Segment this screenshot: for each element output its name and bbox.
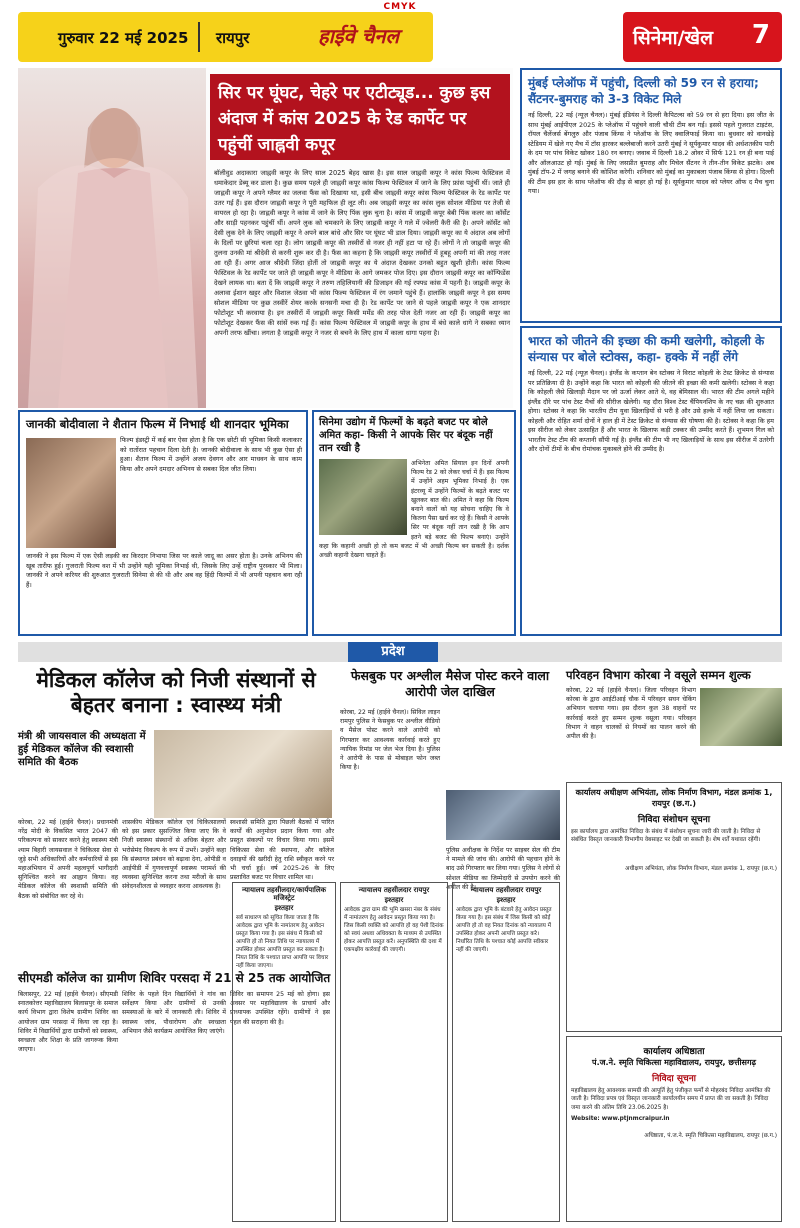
- sports-story-stokes-body: नई दिल्ली, 22 मई (न्यूज़ चैनल)। इंग्लैंड के कप्तान बेन स्टोक्स ने विराट कोहली के टेस्ट क्रिकेट से संन्यास पर प्रतिक्रिया दी है। उन्होंने कहा कि भारत को कोहली की जीतने की इच्छा की कमी खलेगी। स्टोक्स ने कहा कि कोहली जैसे खिलाड़ी मैदान पर जो ऊर्जा लेकर आते थे, वह बेमिसाल थी। भारत की टीम अगले महीने इंग्लैंड दौरे पर पांच टेस्ट मैचों की सीरीज खेलेगी। यह दौरा विश्व टेस्ट चैंपियनशिप के नए चक्र की शुरुआत होगा। स्टोक्स ने कहा कि भारतीय टीम युवा खिलाड़ियों से भरी है और उसे हल्के में नहीं लिया जा सकता। कोहली और रोहित शर्मा दोनों ने हाल ही में टेस्ट क्रिकेट से संन्यास की घोषणा की है। स्टोक्स ने कहा कि हम इस सीरीज को लेकर उत्साहित हैं और भारत के खिलाफ कड़ी टक्कर की उम्मीद करते हैं। शुभमन गिल को भारतीय टेस्ट टीम की कप्तानी सौंपी गई है। इंग्लैंड की टीम भी नए खिलाड़ियों के साथ इस सीरीज में उतरेगी और दोनों टीमों के बीच रोमांचक मुकाबले होने की उम्मीद है।: [528, 369, 774, 453]
- lead-story: [18, 68, 513, 408]
- lead-story-headline: सिर पर घूंघट, चेहरे पर एटीट्यूड... कुछ इस अंदाज में कांस 2025 के रेड कार्पेट पर पहुंचीं जाह्नवी कपूर: [210, 74, 510, 160]
- facebook-story-headline: फेसबुक पर अश्लील मैसेज पोस्ट करने वाला आरोपी जेल दाखिल: [350, 668, 550, 699]
- court-notice-2-title: न्यायालय तहसीलदार रायपुर: [358, 886, 430, 894]
- section-banner: [623, 12, 782, 62]
- camp-col1: बिलासपुर, 22 मई (हाईवे चैनल)। सीएमडी स्नातकोत्तर महाविद्यालय बिलासपुर के समाज कार्य विभाग द्वारा विशेष ग्रामीण शिविर का आयोजन ग्राम परसदा में किया जा रहा है। शिविर में विद्यार्थियों द्वारा ग्रामीणों को स्वास्थ्य, स्वच्छता और शिक्षा के प्रति जागरूक किया जाएगा।: [18, 991, 118, 1054]
- court-notice-1: [232, 882, 336, 1222]
- camp-col3: शिविर का समापन 25 मई को होगा। इस अवसर पर महाविद्यालय के प्राचार्य और प्राध्यापक उपस्थित रहेंगे। ग्रामीणों ने इस पहल की सराहना की है।: [230, 991, 330, 1026]
- transport-story-body: कोरबा, 22 मई (हाईवे चैनल)। जिला परिवहन विभाग कोरबा के द्वारा आईटीआई चौक में परिवहन सघन चेकिंग अभियान चलाया गया। इस दौरान कुल 38 वाहनों पर कार्रवाई करते हुए सम्मन शुल्क वसूला गया। परिवहन विभाग ने वाहन चालकों से नियमों का पालन करने की अपील की है।: [566, 687, 696, 741]
- amit-photo: [319, 459, 407, 535]
- pwd-notice-title: कार्यालय अधीक्षण अभियंता, लोक निर्माण विभाग, मंडल क्रमांक 1, रायपुर (छ.ग.): [575, 788, 773, 808]
- janki-photo: [26, 438, 116, 548]
- facebook-story-col1: कोरबा, 22 मई (हाईवे चैनल)। सिविल लाइन रामपुर पुलिस ने फेसबुक पर अश्लील वीडियो व मैसेज पोस्ट करने वाले आरोपी को गिरफ्तार कर आवश्यक कार्रवाई करते हुए न्यायिक रिमांड पर जेल भेज दिया है। पुलिस ने आरोपी के पास से मोबाइल फोन जब्त किया है।: [340, 709, 440, 772]
- lead-story-photo: [18, 68, 206, 408]
- court-notice-1-title: न्यायालय तहसीलदार/कार्यपालिक मजिस्ट्रेट: [242, 886, 326, 902]
- print-color-marks: CMYK: [383, 2, 417, 12]
- medical-college-col3: स्वशासी समिति द्वारा पिछली बैठकों में पारित कार्यों की अनुमोदन प्रदान किया गया और प्रस्तुत संकल्पों पर विचार किया गया। इसमें चिकित्सा सेवा की स्थापना, और कॉलेज दवाइयों की खरीदी हेतु राशि स्वीकृत करने पर भी चर्चा हुई। वर्ष 2025-26 के लिए प्रस्तावित बजट पर विचार शामिल था।: [230, 819, 334, 882]
- pradesh-section-bar: [18, 642, 782, 662]
- lead-story-body: बॉलीवुड अदाकारा जाह्नवी कपूर के लिए साल 2025 बेहद खास है। इस साल जाह्नवी कपूर ने कांस फिल्म फेस्टिवल में धमाकेदार डेब्यू कर डाला है। कुछ समय पहले ही जाह्नवी कपूर कांस फिल्म फेस्टिवल में जाने के लिए फ्रांस पहुंचीं थीं। जाते ही जाह्नवी कपूर ने अपने ग्लैमर का जलवा फैंस को दिखाया था, इसी बीच जाह्नवी कपूर कांस फिल्म फेस्टिवल के रेड कार्पेट पर उतर गई हैं। इस दौरान जाह्नवी कपूर ने पूरी महफिल ही लूट ली। अब जाह्नवी कपूर का कांस लुक सोशल मीडिया पर तेजी से वायरल हो रहा है। जाह्नवी कपूर ने कांस में जाने के लिए पिंक लुक चुना है। कांस में जाह्नवी कपूर बेबी पिंक कलर का कॉर्सेट और साड़ी पहनकर पहुंचीं थीं। अपने लुक को चमकाने के लिए जाह्नवी कपूर ने गले में ज्वेलरी कैरी की है। अपने कॉर्सेट को देसी लुक देने के लिए जाह्नवी कपूर ने अपने बाल बांधे और सिर पर घूंघट भी डाल दिया। जाह्नवी कपूर का ये अंदाज अब लोगों के दिलों पर छुरियां चला रहा है। लोग जाह्नवी कपूर की तस्वीरों से नजर ही नहीं हटा पा रहे हैं। लोगों ने तो जाह्नवी कपूर की तुलना उनकी मां श्रीदेवी से करनी शुरू कर दी है। फैंस का कहना है कि जाह्नवी कपूर तस्वीरों में हूबहू अपनी मां की तरह नजर आ रही हैं। अगर आज श्रीदेवी जिंदा होतीं तो जाह्नवी कपूर का ये अंदाज देखकर उनको बहुत खुशी होती। कांस फिल्म फेस्टिवल के रेड कार्पेट पर जाते ही जाह्नवी कपूर ने मीडिया के आगे जमकर पोज दिए। इस दौरान जाह्नवी कपूर का कॉन्फिडेंस देखने लायक था। बता दें कि जाह्नवी कपूर ने तरुण तहिलियानी की डिजाइन की गई रफ्फ्ड कांस में पहनी है। जाह्नवी कपूर के अलावा ईशान खट्टर और विशाल जेठवा भी कांस फिल्म फेस्टिवल में रंग जमाने पहुंचे हैं। हालांकि जाह्नवी कपूर ने इस समय सोशल मीडिया पर कुछ तस्वीरें शेयर करके सनसनी मचा दी है। रेड कार्पेट पर जाने से पहले जाह्नवी कपूर ने एक शानदार फोटोशूट भी करवाया है। इन तस्वीरों में जाह्नवी कपूर किसी मर्मेड की तरह पोज देती नजर आ रही हैं। जाह्नवी कपूर का फोटोशूट देखकर फैंस की सांसें रुक गई हैं। कांस फिल्म फेस्टिवल में जाह्नवी कपूर के हाथ में बंधे काले धागे ने सबका ध्यान अपनी तरफ खींचा। लगता है जाह्नवी कपूर ने नजर से बचने के लिए हाथ में काला धागा पहना है।: [214, 169, 510, 337]
- amit-story-headline: सिनेमा उद्योग में फिल्मों के बढ़ते बजट पर बोले अमित कहा- किसी ने आपके सिर पर बंदूक नहीं तान रखी है: [319, 417, 493, 454]
- court-notice-2-body: आवेदक द्वारा ग्राम की भूमि खसरा नंबर के संबंध में नामांतरण हेतु आवेदन प्रस्तुत किया गया है। जिस किसी व्यक्ति को आपत्ति हो वह पेशी दिनांक को स्वयं अथवा अधिवक्ता के माध्यम से उपस्थित होकर आपत्ति प्रस्तुत करें। अनुपस्थिति की दशा में एकपक्षीय कार्रवाई की जाएगी।: [344, 907, 444, 953]
- medical-college-tender-notice: [566, 1036, 782, 1222]
- court-notice-2: [340, 882, 448, 1222]
- amit-story: [312, 410, 516, 636]
- newspaper-logo: हाईवे चैनल: [318, 24, 400, 48]
- issue-date: गुरुवार 22 मई 2025: [58, 29, 189, 47]
- sports-story-mumbai-body: नई दिल्ली, 22 मई (न्यूज़ चैनल)। मुंबई इंडियंस ने दिल्ली कैपिटल्स को 59 रन से हरा दिया। इस जीत के साथ मुंबई आईपीएल 2025 के प्लेऑफ में पहुंचने वाली चौथी टीम बन गई। इससे पहले गुजरात टाइटंस, रॉयल चैलेंजर्स बेंगलुरु और पंजाब किंग्स ने प्लेऑफ के लिए क्वालिफाई किया था। बुधवार को वानखेड़े स्टेडियम में खेले गए मैच में टॉस हारकर बल्लेबाजी करने उतरी मुंबई ने सूर्यकुमार यादव की अर्धशतकीय पारी के दम पर पांच विकेट खोकर 180 रन बनाए। जवाब में दिल्ली 18.2 ओवर में सिर्फ 121 रन ही बना पाई और ऑलआउट हो गई। मुंबई के लिए जसप्रीत बुमराह और मिचेल सैंटनर ने तीन-तीन विकेट झटके। अब मुंबई टॉप-2 में जगह बनाने की कोशिश करेगी। शनिवार को मुंबई का मुकाबला पंजाब किंग्स से होगा। दिल्ली की टीम इस हार के साथ प्लेऑफ की दौड़ से बाहर हो गई है। सूर्यकुमार यादव को प्लेयर ऑफ द मैच चुना गया।: [528, 111, 774, 195]
- medical-college-headline: मेडिकल कॉलेज को निजी संस्थानों से बेहतर बनाना : स्वास्थ्य मंत्री: [36, 668, 316, 717]
- court-notice-1-body: सर्व साधारण को सूचित किया जाता है कि आवेदक द्वारा भूमि के नामांतरण हेतु आवेदन प्रस्तुत किया गया है। इस संबंध में किसी को आपत्ति हो तो नियत तिथि पर न्यायालय में उपस्थित होकर आपत्ति प्रस्तुत कर सकता है। नियत तिथि के पश्चात प्राप्त आपत्ति पर विचार नहीं किया जाएगा।: [236, 915, 329, 969]
- transport-story-headline: परिवहन विभाग कोरबा ने वसूले सम्मन शुल्क: [566, 668, 751, 682]
- pwd-notice-heading: निविदा संशोधन सूचना: [637, 815, 711, 825]
- masthead-date-bar: [18, 12, 433, 62]
- court-notice-3-body: आवेदक द्वारा भूमि के बंटवारे हेतु आवेदन प्रस्तुत किया गया है। इस संबंध में जिस किसी को कोई आपत्ति हो तो वह नियत दिनांक को न्यायालय में उपस्थित होकर अपनी आपत्ति प्रस्तुत करे। निर्धारित तिथि के पश्चात कोई आपत्ति स्वीकार नहीं की जाएगी।: [456, 907, 552, 953]
- masthead: [18, 12, 782, 62]
- pwd-tender-notice: [566, 782, 782, 1032]
- court-notice-3-sub: इश्तहार: [496, 896, 516, 904]
- janki-story-headline: जानकी बोदीवाला ने शैतान फिल्म में निभाई थी शानदार भूमिका: [26, 417, 289, 431]
- pwd-notice-body: इस कार्यालय द्वारा आमंत्रित निविदा के संबंध में संशोधन सूचना जारी की जाती है। निविदा से संबंधित विस्तृत जानकारी विभागीय वेबसाइट पर देखी जा सकती है। शेष शर्तें यथावत रहेंगी।: [571, 829, 761, 844]
- janki-story-body: फिल्म इंडस्ट्री में कई बार ऐसा होता है कि एक छोटी सी भूमिका किसी कलाकार को रातोंरात पहचान दिला देती है। जानकी बोदीवाला के साथ भी कुछ ऐसा ही हुआ। शैतान फिल्म में उन्होंने अजय देवगन और आर माधवन के साथ काम किया और अपने दमदार अभिनय से सबका दिल जीत लिया।: [120, 436, 302, 473]
- medical-college-col2: शासकीय मेडिकल कॉलेज एवं चिकित्सालयों को इस प्रकार सुसज्जित किया जाए कि वे निजी स्वास्थ्य संस्थानों से अधिक बेहतर और भरोसेमंद विकल्प के रूप में उभरें। उन्होंने कहा कि संस्थागत प्रबंधन को बढ़ावा देना, ओपीडी व आईपीडी में गुणवत्तापूर्ण स्वास्थ्य परामर्श की व्यवस्था सुनिश्चित करना तथा मरीजों के साथ संवेदनशीलता से व्यवहार करना आवश्यक है।: [122, 819, 226, 891]
- tender-notice-signature: अधिष्ठाता, पं.ज.ने. स्मृति चिकित्सा महाविद्यालय, रायपुर (छ.ग.): [644, 1132, 777, 1139]
- medical-college-subhead: मंत्री श्री जायसवाल की अध्यक्षता में हुई मेडिकल कॉलेज की स्वशासी समिति की बैठक: [18, 731, 146, 768]
- sports-story-mumbai-headline: मुंबई प्लेऑफ में पहुंची, दिल्ली को 59 रन से हराया; सैंटनर-बुमराह को 3-3 विकेट मिले: [528, 76, 759, 106]
- pwd-notice-signature: अधीक्षण अभियंता, लोक निर्माण विभाग, मंडल क्रमांक 1, रायपुर (छ.ग.): [625, 865, 777, 872]
- medical-college-name: पं.ज.ने. स्मृति चिकित्सा महाविद्यालय, रायपुर, छत्तीसगढ़: [592, 1058, 756, 1067]
- tender-notice-heading: निविदा सूचना: [651, 1074, 697, 1084]
- medical-college-col1: कोरबा, 22 मई (हाईवे चैनल)। प्रधानमंत्री नरेंद्र मोदी के विकसित भारत 2047 की परिकल्पना को साकार करने हेतु स्वास्थ्य मंत्री श्याम बिहारी जायसवाल ने चिकित्सा सेवा से जुड़े सभी अधिकारियों और कर्मचारियों से इस महाअभियान में अपनी महत्वपूर्ण भागीदारी सुनिश्चित करने का आह्वान किया। वह मेडिकल कॉलेज की स्वशासी समिति की बैठक को संबोधित कर रहे थे।: [18, 819, 118, 900]
- court-notice-1-sub: इश्तहार: [274, 904, 294, 912]
- sports-story-stokes-headline: भारत को जीतने की इच्छा की कमी खलेगी, कोहली के संन्यास पर बोले स्टोक्स, कहा- हक्के में नहीं लेंगे: [528, 334, 765, 364]
- sports-story-stokes: [520, 326, 782, 636]
- court-notice-3-title: न्यायालय तहसीलदार रायपुर: [470, 886, 542, 894]
- section-name: सिनेमा/खेल: [633, 27, 713, 49]
- dean-office-title: कार्यालय अधिष्ठाता: [643, 1047, 705, 1057]
- court-notice-2-sub: इश्तहार: [384, 896, 404, 904]
- actress-figure-illustration: [18, 68, 206, 408]
- transport-checking-photo: [700, 688, 782, 746]
- edition-city: रायपुर: [216, 29, 250, 47]
- janki-story-body-continued: जानकी ने इस फिल्म में एक ऐसी लड़की का किरदार निभाया जिस पर काले जादू का असर होता है। उनके अभिनय की खूब तारीफ हुई। गुजराती फिल्म वश में भी उन्होंने यही भूमिका निभाई थी, जिसके लिए उन्हें राष्ट्रीय पुरस्कार भी मिला। जानकी ने अपने करियर की शुरुआत गुजराती सिनेमा से की थी और अब वह हिंदी फिल्मों में भी अपनी पहचान बना रही हैं।: [26, 552, 302, 589]
- amit-story-body: अभिनेता अमित सियाल इन दिनों अपनी फिल्म रेड 2 को लेकर चर्चा में हैं। इस फिल्म में उन्होंने अहम भूमिका निभाई है। एक इंटरव्यू में उन्होंने फिल्मों के बढ़ते बजट पर खुलकर बात की। अमित ने कहा कि फिल्म बनाने वालों को यह सोचना चाहिए कि वे कितना पैसा खर्च कर रहे हैं। किसी ने आपके सिर पर बंदूक नहीं तान रखी है कि आप इतने बड़े बजट की फिल्म बनाएं। उन्होंने कहा कि कहानी अच्छी हो तो कम बजट में भी अच्छी फिल्म बन सकती है। दर्शक अच्छी कहानी देखना चाहते हैं।: [319, 460, 509, 560]
- janki-story: [18, 410, 308, 636]
- accused-photo: [446, 790, 560, 840]
- masthead-divider: [198, 22, 200, 52]
- tender-notice-body: महाविद्यालय हेतु आवश्यक सामग्री की आपूर्ति हेतु पंजीकृत फर्मों से मोहरबंद निविदा आमंत्रित की जाती है। निविदा प्रपत्र एवं विस्तृत जानकारी कार्यालयीन समय में प्राप्त की जा सकती है। निविदा जमा करने की अंतिम तिथि 23.06.2025 है।: [571, 1088, 771, 1111]
- facebook-story-col2: पुलिस अधीक्षक के निर्देश पर साइबर सेल की टीम ने मामले की जांच की। आरोपी की पहचान होने के बाद उसे गिरफ्तार कर लिया गया। पुलिस ने लोगों से सोशल मीडिया का जिम्मेदारी से उपयोग करने की अपील की है।: [446, 847, 560, 891]
- camp-col2: शिविर के पहले दिन विद्यार्थियों ने गांव का सर्वेक्षण किया और ग्रामीणों से उनकी समस्याओं के बारे में जानकारी ली। शिविर में स्वास्थ्य जांच, पौधारोपण और स्वच्छता अभियान जैसे कार्यक्रम आयोजित किए जाएंगे।: [122, 991, 226, 1035]
- sports-story-mumbai: [520, 68, 782, 323]
- page-number: 7: [751, 20, 770, 50]
- court-notice-3: [452, 882, 560, 1222]
- medical-college-meeting-photo: [154, 730, 332, 818]
- camp-headline: सीएमडी कॉलेज का ग्रामीण शिविर परसदा में 21 से 25 तक आयोजित: [18, 971, 331, 985]
- pradesh-label: प्रदेश: [348, 642, 438, 662]
- tender-website: Website: www.ptjnmcraipur.in: [571, 1116, 670, 1123]
